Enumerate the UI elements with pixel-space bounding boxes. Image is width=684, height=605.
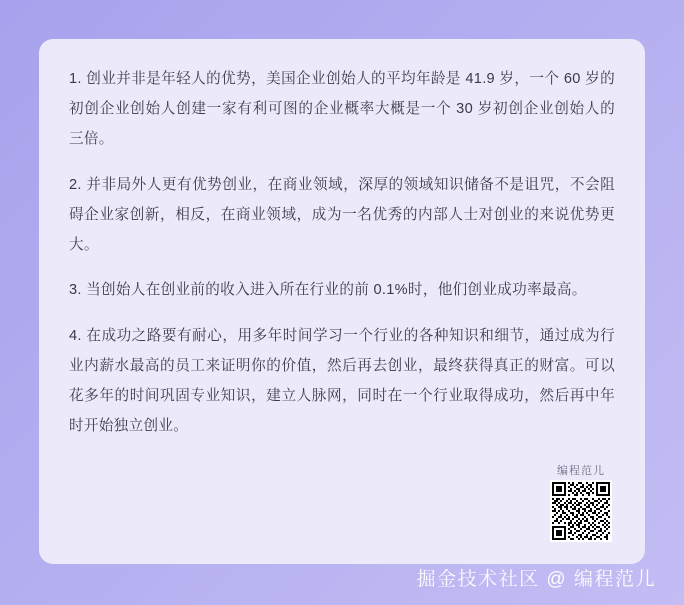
paragraph-4: 4. 在成功之路要有耐心，用多年时间学习一个行业的各种知识和细节，通过成为行业内薪水最高的员工来证明你的价值，然后再去创业，最终获得真正的财富。可以花多年的时间巩固专业知识，建立人脉网，同时在一个行业取得成功，然后再中年时开始独立创业。: [69, 328, 615, 435]
paragraph-1: 1. 创业并非是年轻人的优势，美国企业创始人的平均年龄是 41.9 岁，一个 60 岁的初创企业创始人创建一家有利可图的企业概率大概是一个 30 岁初创企业创始人的三倍。: [69, 71, 615, 147]
author-signature: 编程范儿: [557, 465, 605, 477]
qr-code-svg: [552, 482, 610, 540]
paragraph-2: 2. 并非局外人更有优势创业，在商业领域，深厚的领域知识储备不是诅咒，不会阻碍企业家创新，相反，在商业领域，成为一名优秀的内部人士对创业的来说优势更大。: [69, 176, 615, 253]
content-card: [39, 39, 645, 564]
qr-code-icon[interactable]: [550, 480, 612, 542]
watermark-text: 掘金技术社区 @ 编程范儿: [416, 569, 656, 590]
paragraph-3: 3. 当创始人在创业前的收入进入所在行业的前 0.1%时，他们创业成功率最高。: [69, 282, 587, 299]
